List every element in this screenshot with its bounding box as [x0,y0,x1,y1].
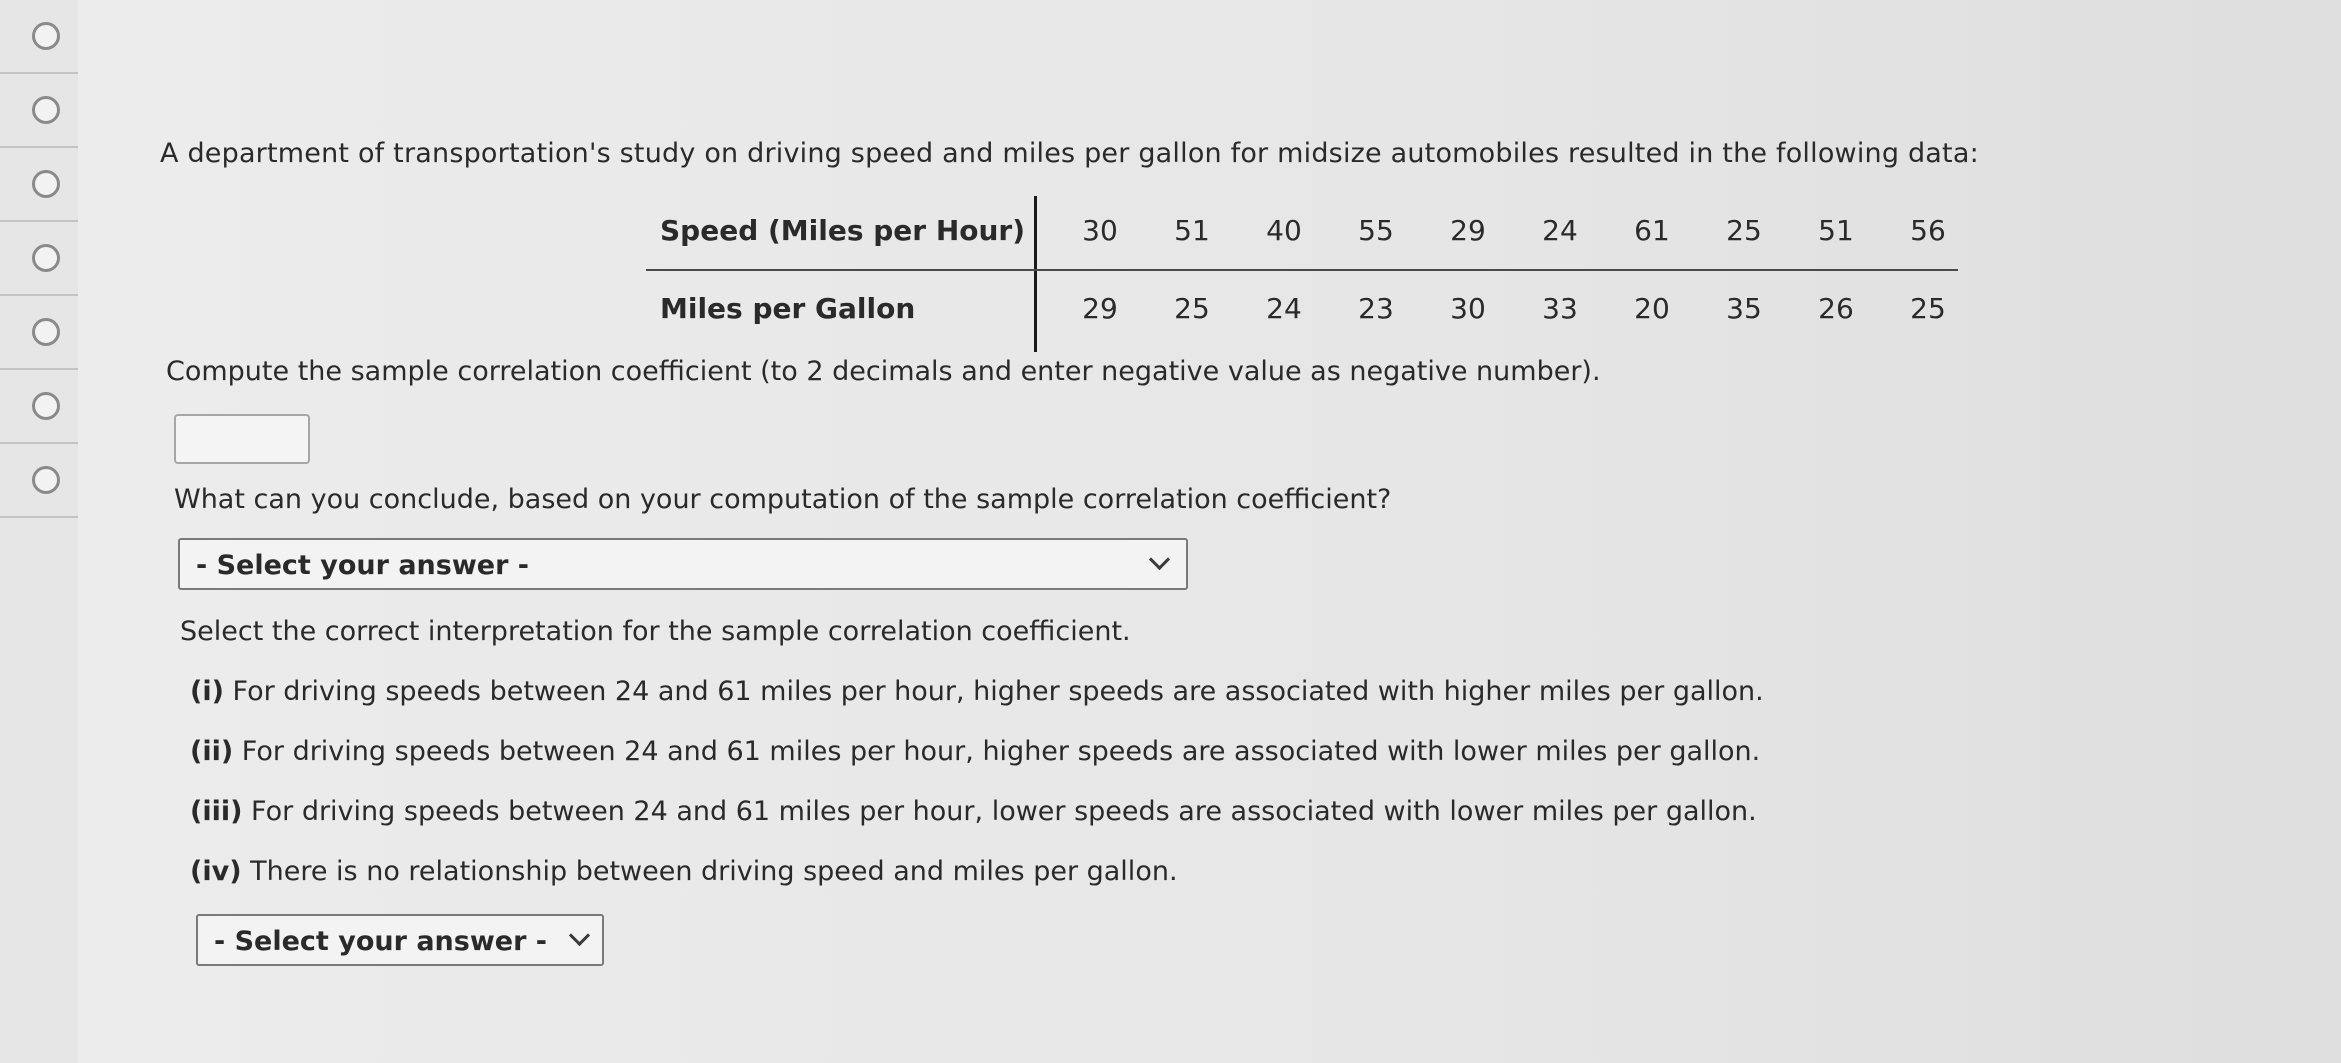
interpret-prompt: Select the correct interpretation for the sample correlation coefficient. [180,616,1131,647]
question-nav-item-7[interactable] [0,444,78,518]
speed-cell: 51 [1174,214,1210,247]
speed-cell: 25 [1726,214,1762,247]
question-nav-item-1[interactable] [0,0,78,74]
interpretation-option [190,676,1764,707]
conclusion-select-value: - Select your answer - [196,550,530,581]
conclusion-select[interactable] [178,538,1188,590]
mpg-cell: 25 [1174,292,1210,325]
chevron-down-icon [569,925,590,946]
option-marker: (i) [190,676,224,707]
table-horizontal-divider [646,269,1958,271]
problem-intro: A department of transportation's study on driving speed and miles per gallon for midsize automobiles resulted in the following data: [160,138,1979,169]
speed-cell: 30 [1082,214,1118,247]
radio-circle-icon [32,170,60,198]
speed-cell: 51 [1818,214,1854,247]
radio-circle-icon [32,96,60,124]
speed-cell: 56 [1910,214,1946,247]
mpg-cell: 33 [1542,292,1578,325]
option-text: For driving speeds between 24 and 61 miles per hour, lower speeds are associated with lower miles per gallon. [251,796,1757,827]
radio-circle-icon [32,466,60,494]
speed-cell: 55 [1358,214,1394,247]
mpg-cell: 26 [1818,292,1854,325]
speed-cell: 29 [1450,214,1486,247]
speed-cell: 24 [1542,214,1578,247]
question-nav-item-6[interactable] [0,370,78,444]
data-table [646,196,1958,352]
question-nav-item-5[interactable] [0,296,78,370]
compute-prompt: Compute the sample correlation coefficient (to 2 decimals and enter negative value as negative number). [166,356,1601,387]
question-nav-item-2[interactable] [0,74,78,148]
correlation-input[interactable] [174,414,310,464]
radio-circle-icon [32,318,60,346]
speed-cell: 61 [1634,214,1670,247]
interpretation-option [190,736,1760,767]
question-panel [78,0,2341,1063]
chevron-down-icon [1149,549,1170,570]
mpg-cell: 24 [1266,292,1302,325]
question-nav-rail [0,0,78,1063]
option-text: There is no relationship between driving speed and miles per gallon. [250,856,1178,887]
radio-circle-icon [32,244,60,272]
option-marker: (ii) [190,736,234,767]
radio-circle-icon [32,22,60,50]
mpg-cell: 20 [1634,292,1670,325]
interpretation-option [190,796,1757,827]
row-label-speed: Speed (Miles per Hour) [660,214,1026,247]
table-vertical-divider [1034,196,1037,352]
question-nav-item-3[interactable] [0,148,78,222]
interpretation-select-value: - Select your answer - [214,926,548,957]
interpretation-select[interactable] [196,914,604,966]
question-nav-item-4[interactable] [0,222,78,296]
mpg-cell: 25 [1910,292,1946,325]
option-marker: (iii) [190,796,243,827]
option-marker: (iv) [190,856,242,887]
mpg-cell: 35 [1726,292,1762,325]
row-label-mpg: Miles per Gallon [660,292,916,325]
option-text: For driving speeds between 24 and 61 miles per hour, higher speeds are associated with higher miles per gallon. [232,676,1764,707]
mpg-cell: 30 [1450,292,1486,325]
speed-cell: 40 [1266,214,1302,247]
mpg-cell: 23 [1358,292,1394,325]
mpg-cell: 29 [1082,292,1118,325]
radio-circle-icon [32,392,60,420]
option-text: For driving speeds between 24 and 61 miles per hour, higher speeds are associated with lower miles per gallon. [241,736,1761,767]
interpretation-option [190,856,1178,887]
conclude-prompt: What can you conclude, based on your computation of the sample correlation coefficient? [174,484,1392,515]
